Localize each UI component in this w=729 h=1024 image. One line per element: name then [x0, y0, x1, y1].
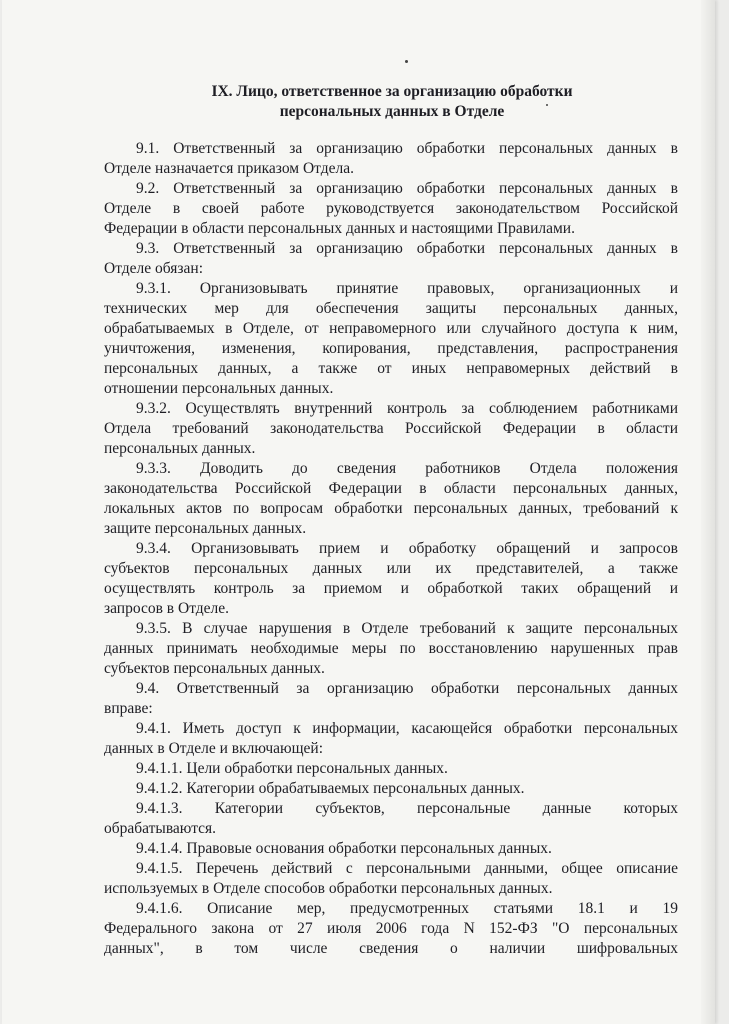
paragraph-line: уничтожения, изменения, копирования, представления, распространения — [104, 340, 678, 357]
paragraph-line: Отделе в своей работе руководствуется законодательством Российской — [104, 200, 678, 217]
paragraph-line: используемых в Отделе способов обработки персональных данных. — [104, 880, 553, 897]
paragraph-line: осуществлять контроль за приемом и обработкой таких обращений и — [104, 580, 678, 597]
paragraph-line: 9.3.3. Доводить до сведения работников Отдела положения — [136, 460, 678, 477]
paragraph-line: 9.4.1.3. Категории субъектов, персональные данные которых — [136, 800, 678, 817]
paragraph-line: локальных актов по вопросам обработки персональных данных, требований к — [104, 500, 678, 517]
paragraph-line: отношении персональных данных. — [104, 380, 334, 397]
paragraph-line: персональных данных. — [104, 440, 256, 457]
paragraph-line: 9.4.1.6. Описание мер, предусмотренных статьями 18.1 и 19 — [136, 900, 678, 917]
paragraph-line: 9.4.1.5. Перечень действий с персональными данными, общее описание — [136, 860, 678, 877]
paragraph-line: субъектов персональных данных или их представителей, а также — [104, 560, 678, 577]
paragraph-line: данных в Отделе и включающей: — [104, 740, 324, 757]
document-page — [2, 0, 715, 1024]
paragraph-line: персональных данных, а также от иных неправомерных действий в — [104, 360, 678, 377]
paragraph-line: 9.4.1.2. Категории обрабатываемых персональных данных. — [136, 780, 525, 797]
paragraph-line: 9.4.1. Иметь доступ к информации, касающейся обработки персональных — [136, 720, 678, 737]
paragraph-line: вправе: — [104, 700, 153, 717]
paragraph-line: 9.4. Ответственный за организацию обработки персональных данных — [136, 680, 678, 697]
paragraph-line: 9.2. Ответственный за организацию обработки персональных данных в — [136, 180, 678, 197]
scan-speck — [405, 60, 408, 63]
paragraph-line: 9.3. Ответственный за организацию обработки персональных данных в — [136, 240, 678, 257]
paragraph-line: 9.4.1.4. Правовые основания обработки персональных данных. — [136, 840, 552, 857]
paragraph-line: защите персональных данных. — [104, 520, 307, 537]
paragraph-line: Федерации в области персональных данных и настоящими Правилами. — [104, 220, 575, 237]
section-heading-line: IX. Лицо, ответственное за организацию обработки — [211, 83, 573, 100]
paragraph-line: 9.3.5. В случае нарушения в Отделе требований к защите персональных — [136, 620, 678, 637]
page-edge-shadow — [701, 0, 715, 1024]
paragraph-line: субъектов персональных данных. — [104, 660, 325, 677]
paragraph-line: данных", в том числе сведения о наличии шифровальных — [104, 940, 678, 957]
paragraph-line: 9.4.1.1. Цели обработки персональных данных. — [136, 760, 448, 777]
paragraph-line: запросов в Отделе. — [104, 600, 230, 617]
paragraph-line: 9.1. Ответственный за организацию обработки персональных данных в — [136, 140, 678, 157]
paragraph-line: технических мер для обеспечения защиты персональных данных, — [104, 300, 678, 317]
paragraph-line: Отделе обязан: — [104, 260, 204, 277]
paragraph-line: 9.3.1. Организовывать принятие правовых, организационных и — [136, 280, 678, 297]
section-heading-line: персональных данных в Отделе — [279, 103, 505, 120]
paragraph-line: обрабатываемых в Отделе, от неправомерного или случайного доступа к ним, — [104, 320, 678, 337]
paragraph-line: 9.3.2. Осуществлять внутренний контроль за соблюдением работниками — [136, 400, 678, 417]
paragraph-line: Отделе назначается приказом Отдела. — [104, 160, 354, 177]
paragraph-line: Отдела требований законодательства Российской Федерации в области — [104, 420, 678, 437]
paragraph-line: данных принимать необходимые меры по восстановлению нарушенных прав — [104, 640, 678, 657]
paragraph-line: 9.3.4. Организовывать прием и обработку обращений и запросов — [136, 540, 678, 557]
paragraph-line: Федерального закона от 27 июля 2006 года N 152-ФЗ "О персональных — [104, 920, 678, 937]
paragraph-line: законодательства Российской Федерации в области персональных данных, — [104, 480, 678, 497]
paragraph-line: обрабатываются. — [104, 820, 217, 837]
